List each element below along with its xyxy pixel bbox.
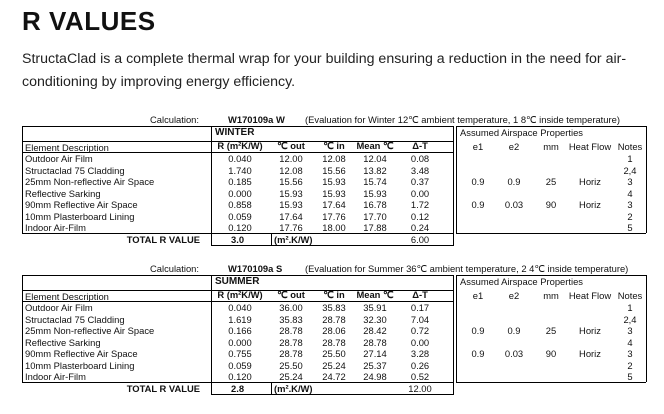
- airspace-header-3: Heat Flow: [568, 289, 612, 301]
- row-value: 15.93: [279, 199, 303, 210]
- row-value: 25.50: [322, 348, 346, 359]
- grid-line: [22, 275, 23, 382]
- row-element-description: 90mm Reflective Air Space: [25, 199, 138, 210]
- row-element-description: 90mm Reflective Air Space: [25, 348, 138, 359]
- row-value: 0.37: [410, 176, 430, 187]
- winter-calc-desc: (Evaluation for Winter 12℃ ambient temperature, 1 8℃ inside temperature): [305, 114, 620, 125]
- row-value: 17.76: [322, 210, 346, 222]
- row-value: 0.26: [410, 359, 430, 371]
- summer-calc-label: Calculation:: [150, 263, 199, 274]
- row-value: 0.08: [410, 153, 430, 164]
- total-r-value: 2.8: [231, 382, 245, 394]
- airspace-value: 1: [627, 153, 633, 164]
- airspace-header-0: e1: [472, 289, 484, 301]
- row-value: 15.56: [279, 176, 303, 187]
- row-value: 28.78: [279, 348, 303, 359]
- row-value: 28.78: [279, 336, 303, 348]
- airspace-title: Assumed Airspace Properties: [460, 127, 583, 138]
- airspace-title: Assumed Airspace Properties: [460, 276, 583, 287]
- row-value: 15.56: [322, 164, 346, 176]
- header-col-2: ℃ in: [323, 288, 345, 300]
- total-r-label: TOTAL R VALUE: [126, 233, 200, 245]
- grid-line: [271, 233, 272, 246]
- row-value: 12.08: [322, 153, 346, 164]
- total-r-unit: (m².K/W): [274, 233, 313, 245]
- airspace-value: 1: [627, 302, 633, 313]
- row-value: 0.185: [228, 176, 252, 187]
- airspace-value: Horiz: [579, 325, 601, 336]
- airspace-value: 0.9: [507, 176, 521, 187]
- row-value: 1.619: [228, 313, 252, 325]
- airspace-value: 3: [627, 199, 633, 210]
- season-label: WINTER: [215, 127, 255, 138]
- airspace-value: Horiz: [579, 199, 601, 210]
- intro-paragraph: StructaClad is a complete thermal wrap for your building ensuring a reduction in the need for air-conditioning by improving energy efficiency.: [22, 51, 627, 90]
- row-value: 25.24: [322, 359, 346, 371]
- row-value: 0.24: [410, 222, 430, 233]
- header-element-description: Element Description: [25, 141, 109, 153]
- header-col-4: Δ-T: [412, 288, 428, 300]
- row-value: 0.52: [410, 371, 430, 382]
- row-value: 28.78: [322, 313, 346, 325]
- row-value: 13.82: [363, 164, 387, 176]
- row-value: 27.14: [363, 348, 387, 359]
- row-value: 36.00: [279, 302, 303, 313]
- airspace-value: 2: [627, 210, 633, 222]
- header-col-3: Mean ℃: [356, 139, 394, 151]
- row-value: 0.00: [410, 336, 430, 348]
- row-value: 1.72: [410, 199, 430, 210]
- airspace-value: Horiz: [579, 176, 601, 187]
- header-col-1: ℃ out: [277, 288, 305, 300]
- winter-calc-label: Calculation:: [150, 114, 199, 125]
- row-value: 28.06: [322, 325, 346, 336]
- row-value: 17.70: [363, 210, 387, 222]
- airspace-value: Horiz: [579, 348, 601, 359]
- airspace-value: 0.03: [504, 199, 524, 210]
- row-value: 17.88: [363, 222, 387, 233]
- airspace-value: 2,4: [623, 313, 637, 325]
- airspace-header-2: mm: [543, 140, 559, 152]
- airspace-value: 3: [627, 325, 633, 336]
- row-value: 7.04: [410, 313, 430, 325]
- airspace-value: 25: [545, 325, 557, 336]
- airspace-value: 0.9: [471, 348, 485, 359]
- airspace-value: 3: [627, 176, 633, 187]
- grid-line: [211, 245, 453, 246]
- row-element-description: Structaclad 75 Cladding: [25, 313, 125, 325]
- row-value: 0.000: [228, 336, 252, 348]
- row-value: 0.120: [228, 371, 252, 382]
- airspace-header-2: mm: [543, 289, 559, 301]
- header-col-0: R (m²K/W): [217, 288, 263, 300]
- row-value: 0.12: [410, 210, 430, 222]
- total-r-value: 3.0: [231, 233, 245, 245]
- row-value: 3.48: [410, 164, 430, 176]
- summer-calc-desc: (Evaluation for Summer 36℃ ambient temperature, 2 4℃ inside temperature): [305, 263, 629, 274]
- airspace-value: 25: [545, 176, 557, 187]
- season-label: SUMMER: [215, 276, 260, 287]
- row-value: 28.78: [279, 325, 303, 336]
- airspace-value: 0.9: [471, 176, 485, 187]
- row-value: 0.059: [228, 359, 252, 371]
- row-value: 35.91: [363, 302, 387, 313]
- row-element-description: Outdoor Air Film: [25, 153, 93, 164]
- row-value: 25.24: [279, 371, 303, 382]
- row-value: 28.42: [363, 325, 387, 336]
- row-value: 15.93: [322, 176, 346, 187]
- row-value: 15.74: [363, 176, 387, 187]
- grid-line: [453, 233, 454, 247]
- winter-calc-code: W170109a W: [228, 114, 285, 125]
- row-value: 35.83: [279, 313, 303, 325]
- row-value: 0.166: [228, 325, 252, 336]
- airspace-header-4: Notes: [617, 289, 643, 301]
- airspace-value: 2: [627, 359, 633, 371]
- airspace-value: 3: [627, 348, 633, 359]
- airspace-header-4: Notes: [617, 140, 643, 152]
- row-value: 17.64: [322, 199, 346, 210]
- row-value: 0.040: [228, 302, 252, 313]
- grid-line: [271, 382, 272, 395]
- airspace-value: 5: [627, 371, 633, 382]
- airspace-value: 0.9: [471, 325, 485, 336]
- row-value: 1.740: [228, 164, 252, 176]
- header-col-1: ℃ out: [277, 139, 305, 151]
- row-value: 0.120: [228, 222, 252, 233]
- header-element-description: Element Description: [25, 290, 109, 302]
- row-value: 17.64: [279, 210, 303, 222]
- row-value: 12.00: [279, 153, 303, 164]
- row-value: 0.040: [228, 153, 252, 164]
- row-value: 32.30: [363, 313, 387, 325]
- row-element-description: 10mm Plasterboard Lining: [25, 359, 135, 371]
- airspace-value: 2,4: [623, 164, 637, 176]
- total-r-unit: (m².K/W): [274, 382, 313, 394]
- row-value: 12.08: [279, 164, 303, 176]
- header-col-3: Mean ℃: [356, 288, 394, 300]
- grid-line: [22, 126, 23, 233]
- row-element-description: Indoor Air-Film: [25, 371, 86, 382]
- row-element-description: 25mm Non-reflective Air Space: [25, 325, 155, 336]
- summer-calc-code: W170109a S: [228, 263, 283, 274]
- row-value: 3.28: [410, 348, 430, 359]
- row-value: 18.00: [322, 222, 346, 233]
- row-value: 0.00: [410, 187, 430, 199]
- airspace-value: 0.9: [507, 325, 521, 336]
- row-value: 15.93: [363, 187, 387, 199]
- row-value: 25.50: [279, 359, 303, 371]
- airspace-value: 90: [545, 348, 557, 359]
- winter-table: [0, 126, 664, 258]
- row-element-description: Reflective Sarking: [25, 336, 101, 348]
- header-col-4: Δ-T: [412, 139, 428, 151]
- row-value: 0.72: [410, 325, 430, 336]
- row-value: 28.78: [363, 336, 387, 348]
- row-value: 24.98: [363, 371, 387, 382]
- airspace-header-1: e2: [508, 140, 520, 152]
- row-value: 0.755: [228, 348, 252, 359]
- airspace-header-0: e1: [472, 140, 484, 152]
- row-value: 0.000: [228, 187, 252, 199]
- airspace-value: 0.03: [504, 348, 524, 359]
- row-value: 35.83: [322, 302, 346, 313]
- row-value: 0.059: [228, 210, 252, 222]
- grid-line: [453, 382, 454, 396]
- airspace-value: 4: [627, 187, 633, 199]
- row-element-description: 10mm Plasterboard Lining: [25, 210, 135, 222]
- total-delta-t: 12.00: [408, 382, 432, 394]
- airspace-value: 4: [627, 336, 633, 348]
- grid-line: [211, 394, 453, 395]
- row-value: 25.37: [363, 359, 387, 371]
- total-r-label: TOTAL R VALUE: [126, 382, 200, 394]
- airspace-value: 5: [627, 222, 633, 233]
- row-value: 15.93: [322, 187, 346, 199]
- page-title: R VALUES: [22, 6, 156, 36]
- header-col-0: R (m²K/W): [217, 139, 263, 151]
- airspace-header-1: e2: [508, 289, 520, 301]
- row-value: 12.04: [363, 153, 387, 164]
- airspace-value: 90: [545, 199, 557, 210]
- row-value: 0.17: [410, 302, 430, 313]
- row-value: 15.93: [279, 187, 303, 199]
- airspace-header-3: Heat Flow: [568, 140, 612, 152]
- row-element-description: Indoor Air-Film: [25, 222, 86, 233]
- row-value: 16.78: [363, 199, 387, 210]
- row-element-description: Reflective Sarking: [25, 187, 101, 199]
- row-value: 28.78: [322, 336, 346, 348]
- row-value: 24.72: [322, 371, 346, 382]
- airspace-value: 0.9: [471, 199, 485, 210]
- row-value: 0.858: [228, 199, 252, 210]
- summer-table: [0, 275, 664, 407]
- header-col-2: ℃ in: [323, 139, 345, 151]
- row-element-description: Structaclad 75 Cladding: [25, 164, 125, 176]
- row-element-description: 25mm Non-reflective Air Space: [25, 176, 155, 187]
- row-element-description: Outdoor Air Film: [25, 302, 93, 313]
- row-value: 17.76: [279, 222, 303, 233]
- total-delta-t: 6.00: [410, 233, 430, 245]
